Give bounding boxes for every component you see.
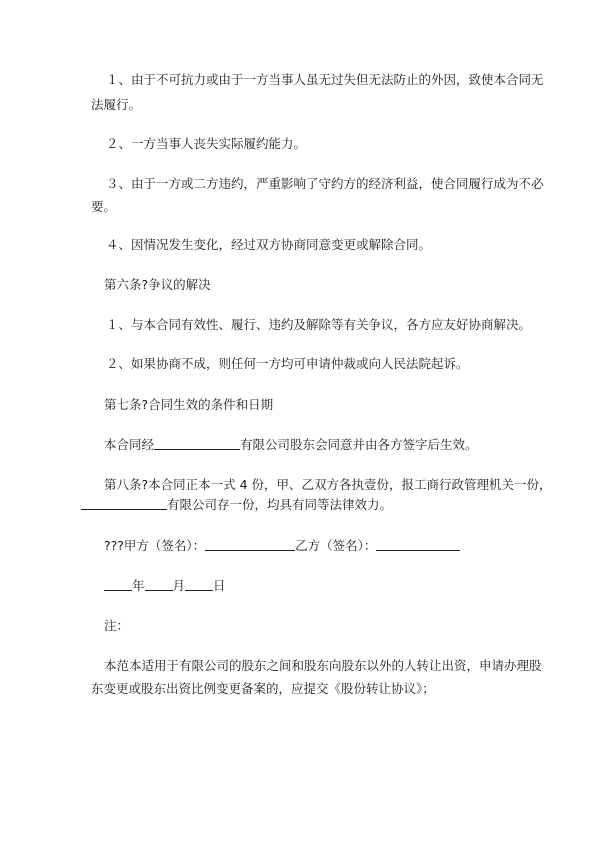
clause-2: ２、一方当事人丧失实际履约能力。 <box>106 136 307 151</box>
year-label: 年 <box>132 578 145 593</box>
clause-1-line-1: １、由于不可抗力或由于一方当事人虽无过失但无法防止的外因，致使本合同无 <box>106 72 544 87</box>
party-a-label: 甲方（签名）： <box>123 538 206 553</box>
month-blank <box>145 578 173 591</box>
clause-3-line-2: 要。 <box>91 199 117 214</box>
article-6-item-1: １、与本合同有效性、履行、违约及解除等有关争议，各方应友好协商解决。 <box>106 317 532 332</box>
article-8-line-2 <box>0 497 595 513</box>
clause-3-line-1: ３、由于一方或二方违约，严重影响了守约方的经济利益，使合同履行成为不必 <box>106 176 544 191</box>
date-line <box>0 578 595 594</box>
day-label: 日 <box>213 578 226 593</box>
party-a-signature-blank <box>205 538 295 551</box>
article-7-text-suffix: 有限公司股东会同意并由各方签字后生效。 <box>240 437 478 452</box>
note-label: 注： <box>104 618 130 633</box>
article-6-heading: 第六条?争议的解决 <box>104 277 211 292</box>
article-7-heading: 第七条?合同生效的条件和日期 <box>104 397 274 412</box>
note-line-2: 东变更或股东出资比例变更备案的，应提交《股份转让协议》； <box>91 681 435 696</box>
signature-prefix: ??? <box>104 538 124 553</box>
party-b-signature-blank <box>376 538 460 551</box>
company-name-blank-2 <box>81 497 167 510</box>
article-7-text-prefix: 本合同经 <box>104 437 155 452</box>
month-label: 月 <box>172 578 186 593</box>
article-8-line-1: 第八条?本合同正本一式 4 份，甲、乙双方各执壹份，报工商行政管理机关一份， <box>104 477 552 492</box>
company-name-blank <box>154 437 240 450</box>
clause-1-line-2: 法履行。 <box>91 97 142 112</box>
party-b-label: 乙方（签名）： <box>295 538 377 553</box>
signature-line <box>0 538 595 554</box>
article-6-item-2: ２、如果协商不成，则任何一方均可申请仲裁或向人民法院起诉。 <box>106 356 469 371</box>
clause-4: ４、因情况发生变化，经过双方协商同意变更或解除合同。 <box>106 237 432 252</box>
day-blank <box>185 578 213 591</box>
article-7-text <box>0 437 595 453</box>
year-blank <box>104 578 132 591</box>
article-8-line-2-suffix: 有限公司存一份，均具有同等法律效力。 <box>167 497 393 512</box>
note-line-1: 本范本适用于有限公司的股东之间和股东向股东以外的人转让出资，申请办理股 <box>104 658 542 673</box>
